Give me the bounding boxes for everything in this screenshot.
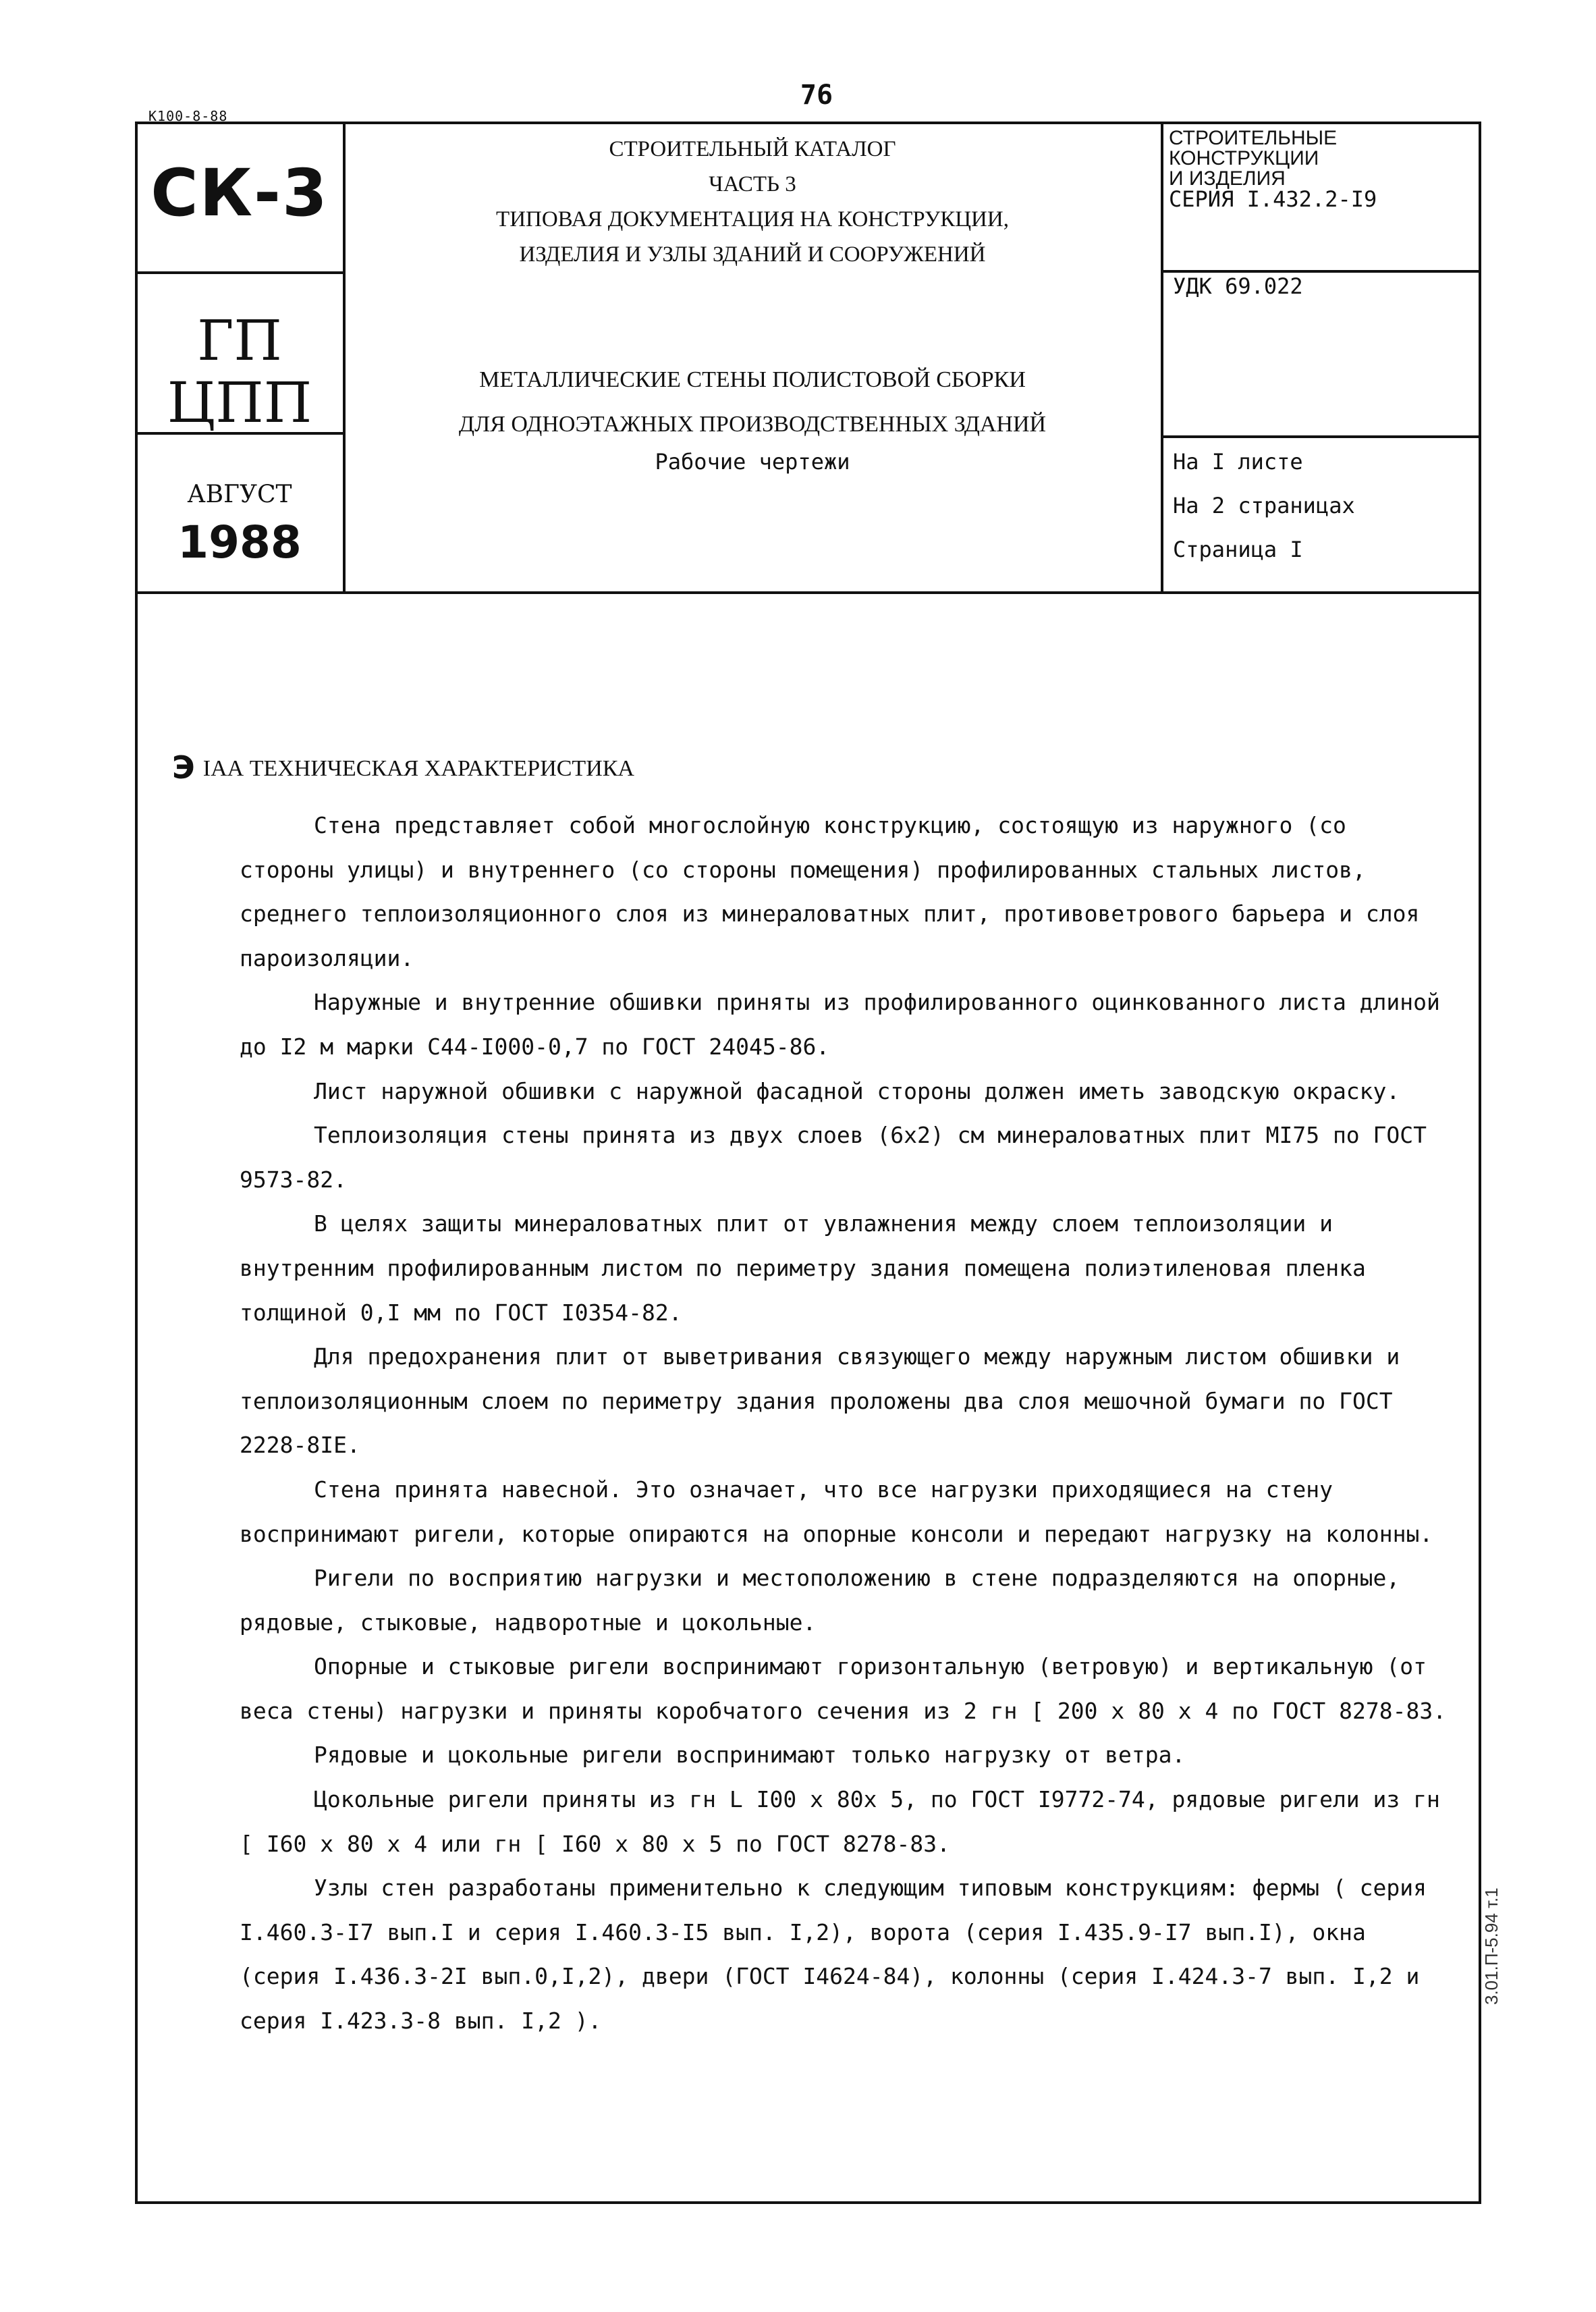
- document-title: [348, 358, 1157, 447]
- paragraph: В целях защиты минераловатных плит от увлажнения между слоем теплоизоляции и внутренним профилированным листом по периметру здания помещена полиэтиленовая пленка толщиной 0,I мм по ГОСТ I0354-82.: [240, 1210, 1366, 1326]
- section-mark: Э: [172, 749, 195, 786]
- stamp-line-3: [1161, 270, 1481, 273]
- header-line: ИЗДЕЛИЯ И УЗЛЫ ЗДАНИЙ И СООРУЖЕНИЙ: [519, 242, 986, 267]
- section-heading: [172, 749, 634, 786]
- paragraph: Цокольные ригели приняты из гн L I00 х 80х 5, по ГОСТ I9772-74, рядовые ригели из гн [ I60 х 80 х 4 или гн [ I60 х 80 х 5 по ГОСТ 8278-83.: [240, 1786, 1440, 1857]
- paragraph: Ригели по восприятию нагрузки и местоположению в стене подразделяются на опорные, рядовые, стыковые, надворотные и цокольные.: [240, 1565, 1400, 1636]
- body-text: [240, 803, 1451, 2043]
- header-right: [1169, 127, 1479, 212]
- stamp-line-1: [135, 271, 344, 274]
- current-page: Страница I: [1173, 537, 1303, 562]
- stamp-org-line1: ГП: [197, 309, 282, 373]
- stamp-line-4: [1161, 435, 1481, 438]
- header-right-line: СТРОИТЕЛЬНЫЕ: [1169, 127, 1338, 149]
- paragraph: Теплоизоляция стены принята из двух слоев (6х2) см минераловатных плит МI75 по ГОСТ 9573-82.: [240, 1122, 1427, 1193]
- paragraph: Узлы стен разработаны применительно к следующим типовым конструкциям: фермы ( серия I.460.3-I7 вып.I и серия I.460.3-I5 вып. I,2), ворота (серия I.435.9-I7 вып.I), окна (серия I.436.3-2I вып.0,I,2), двери (ГОСТ I4624-84), колонны (серия I.424.3-7 вып. I,2 и серия I.423.3-8 вып. I,2 ).: [240, 1875, 1427, 2035]
- paragraph: Стена представляет собой многослойную конструкцию, состоящую из наружного (со стороны улицы) и внутреннего (со стороны помещения) профилированных стальных листов, среднего теплоизоляционного слоя из минераловатных плит, противоветрового барьера и слоя пароизоляции.: [240, 812, 1420, 971]
- header-line: СТРОИТЕЛЬНЫЙ КАТАЛОГ: [609, 137, 896, 161]
- paragraph: Лист наружной обшивки с наружной фасадной стороны должен иметь заводскую окраску.: [314, 1077, 1400, 1104]
- header-line: ТИПОВАЯ ДОКУМЕНТАЦИЯ НА КОНСТРУКЦИИ,: [496, 207, 1009, 232]
- section-heading-text: IАА ТЕХНИЧЕСКАЯ ХАРАКТЕРИСТИКА: [202, 756, 634, 781]
- page-count: На 2 страницах: [1173, 493, 1355, 518]
- title-line2: ДЛЯ ОДНОЭТАЖНЫХ ПРОИЗВОДСТВЕННЫХ ЗДАНИЙ: [458, 412, 1047, 437]
- stamp-month: АВГУСТ: [187, 481, 292, 508]
- paragraph: Наружные и внутренние обшивки приняты из профилированного оцинкованного листа длиной до I2 м марки С44-I000-0,7 по ГОСТ 24045-86.: [240, 989, 1440, 1060]
- paragraph: Стена принята навесной. Это означает, что все нагрузки приходящиеся на стену воспринимают ригели, которые опираются на опорные консоли и передают нагрузку на колонны.: [240, 1476, 1433, 1547]
- udk-code: УДК 69.022: [1173, 273, 1303, 299]
- catalog-code: K100-8-88: [148, 108, 228, 124]
- series-number: СЕРИЯ I.432.2-I9: [1169, 186, 1377, 212]
- stamp-bottom-line: [135, 591, 1481, 594]
- stamp-code: СК-3: [150, 155, 329, 231]
- sheet-count: На I листе: [1173, 449, 1303, 475]
- paragraph: Рядовые и цокольные ригели воспринимают только нагрузку от ветра.: [314, 1742, 1186, 1769]
- header-right-line: И ИЗДЕЛИЯ: [1169, 167, 1286, 190]
- side-archive-label: 3.01.П-5.94 т.1: [1481, 1887, 1502, 2005]
- stamp-org-line2: ЦПП: [167, 371, 312, 435]
- header-center: [348, 132, 1157, 272]
- paragraph: Опорные и стыковые ригели воспринимают горизонтальную (ветровую) и вертикальную (от веса стены) нагрузки и приняты коробчатого сечения из 2 гн [ 200 х 80 х 4 по ГОСТ 8278-83.: [240, 1653, 1447, 1724]
- header-right-line: КОНСТРУКЦИИ: [1169, 147, 1319, 169]
- paragraph: Для предохранения плит от выветривания связующего между наружным листом обшивки и теплоизоляционным слоем по периметру здания проложены два слоя мешочной бумаги по ГОСТ 2228-8IE.: [240, 1343, 1400, 1459]
- title-line1: МЕТАЛЛИЧЕСКИЕ СТЕНЫ ПОЛИСТОВОЙ СБОРКИ: [479, 367, 1026, 392]
- document-subtitle: Рабочие чертежи: [655, 449, 850, 475]
- stamp-divider-right: [1161, 122, 1163, 594]
- page-number: 76: [800, 80, 833, 111]
- stamp-organization: [135, 311, 344, 435]
- stamp-year: 1988: [177, 516, 302, 568]
- header-line: ЧАСТЬ 3: [709, 172, 796, 196]
